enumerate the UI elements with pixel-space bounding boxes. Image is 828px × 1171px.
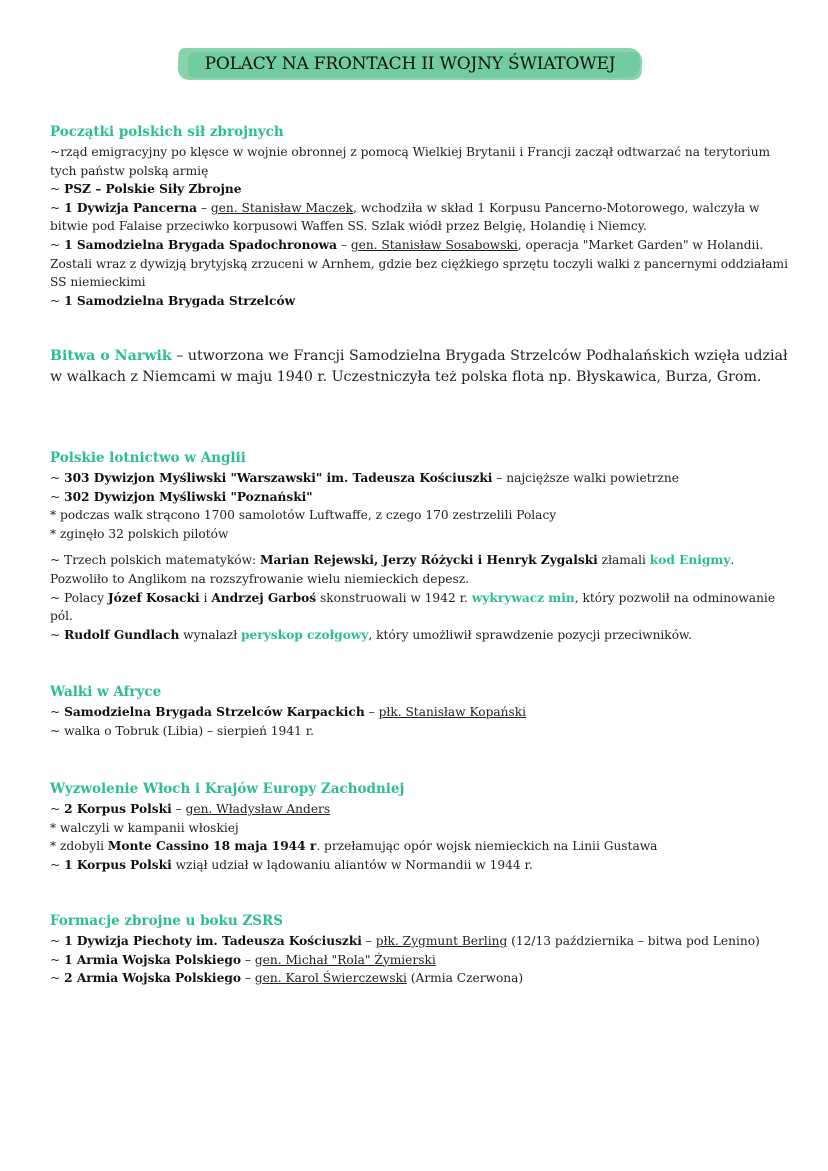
title-banner — [178, 44, 642, 84]
section-polish-forces — [50, 124, 790, 310]
list-item: ~ walka o Tobruk (Libia) – sierpień 1941 r. — [50, 723, 315, 738]
list-item: ~ 1 Armia Wojska Polskiego – gen. Michał "Rola" Żymierski — [50, 952, 436, 967]
list-item: * zginęło 32 polskich pilotów — [50, 526, 229, 541]
list-item: * zdobyli Monte Cassino 18 maja 1944 r. przełamując opór wojsk niemieckich na Linii Gustawa — [50, 839, 658, 854]
list-item: * walczyli w kampanii włoskiej — [50, 820, 239, 835]
section-aviation — [50, 450, 790, 644]
section-heading: Wyzwolenie Włoch i Krajów Europy Zachodniej — [50, 781, 405, 797]
list-item: ~ Trzech polskich matematyków: Marian Rejewski, Jerzy Różycki i Henryk Zygalski złamali kod Enigmy. Pozwoliło to Anglikom na rozszyfrowanie wielu niemieckich depesz. — [50, 553, 735, 586]
list-item: ~ Rudolf Gundlach wynalazł peryskop czołgowy, który umożliwił sprawdzenie pozycji przeciwników. — [50, 627, 692, 642]
section-heading: Bitwa o Narwik — [50, 348, 172, 364]
list-item: ~ PSZ – Polskie Siły Zbrojne — [50, 182, 242, 197]
list-item: ~ 2 Korpus Polski – gen. Władysław Anders — [50, 802, 331, 816]
page-title: POLACY NA FRONTACH II WOJNY ŚWIATOWEJ — [204, 54, 616, 74]
section-heading: Początki polskich sił zbrojnych — [50, 124, 284, 140]
list-item: ~ Samodzielna Brygada Strzelców Karpackich – płk. Stanisław Kopański — [50, 705, 527, 719]
list-item: ~ 1 Samodzielna Brygada Spadochronowa – gen. Stanisław Sosabowski, operacja "Market Garden" w Holandii. Zostali wraz z dywizją brytyjską zrzuceni w Arnhem, gdzie bez ciężkiego sprzętu toczyli walki z pancernymi oddziałami SS niemieckimi — [50, 237, 788, 290]
list-item: ~ 1 Dywizja Piechoty im. Tadeusza Kościuszki – płk. Zygmunt Berling (12/13 października – bitwa pod Lenino) — [50, 934, 760, 948]
list-item: ~ Polacy Józef Kosacki i Andrzej Garboś skonstruowali w 1942 r. wykrywacz min, który pozwolił na odminowanie pól. — [50, 590, 776, 624]
section-africa — [50, 684, 790, 740]
list-item: ~ 302 Dywizjon Myśliwski "Poznański" — [50, 489, 313, 504]
list-item: * podczas walk strącono 1700 samolotów Luftwaffe, z czego 170 zestrzelili Polacy — [50, 508, 557, 523]
list-item: ~ 1 Samodzielna Brygada Strzelców — [50, 293, 296, 308]
section-narvik — [50, 346, 790, 388]
paragraph: ~rząd emigracyjny po klęsce w wojnie obronnej z pomocą Wielkiej Brytanii i Francji zaczął odtwarzać na terytorium tych państw polską armię — [50, 145, 771, 178]
list-item: ~ 1 Dywizja Pancerna – gen. Stanisław Maczek, wchodziła w skład 1 Korpusu Pancerno-Motorowego, walczyła w bitwie pod Falaise przeciwko korpusowi Waffen SS. Szlak wiódł przez Belgię, Holandię i Niemcy. — [50, 200, 760, 234]
section-italy — [50, 781, 790, 874]
list-item: ~ 2 Armia Wojska Polskiego – gen. Karol Świerczewski (Armia Czerwona) — [50, 971, 524, 986]
section-heading: Polskie lotnictwo w Anglii — [50, 450, 246, 466]
section-ussr — [50, 913, 790, 988]
section-heading: Formacje zbrojne u boku ZSRS — [50, 913, 284, 929]
section-heading: Walki w Afryce — [50, 684, 162, 700]
paragraph: Bitwa o Narwik – utworzona we Francji Samodzielna Brygada Strzelców Podhalańskich wzięła udział w walkach z Niemcami w maju 1940 r. Uczestniczyła też polska flota np. Błyskawica, Burza, Grom. — [50, 348, 788, 385]
list-item: ~ 1 Korpus Polski wziął udział w lądowaniu aliantów w Normandii w 1944 r. — [50, 857, 533, 872]
list-item: ~ 303 Dywizjon Myśliwski "Warszawski" im. Tadeusza Kościuszki – najcięższe walki powietrzne — [50, 471, 679, 485]
